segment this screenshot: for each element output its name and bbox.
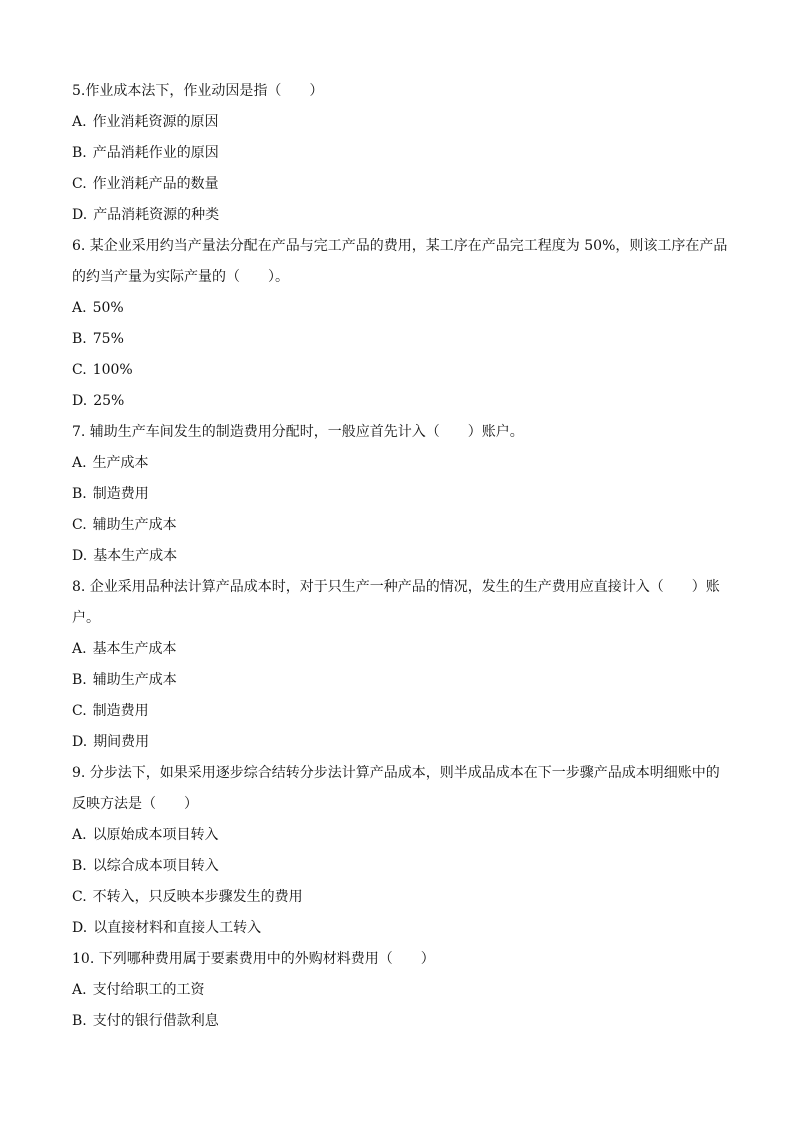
document-page [72, 76, 728, 1037]
question-7 [72, 417, 722, 572]
option-d [72, 913, 722, 944]
option-key: A. [72, 114, 87, 130]
option-key: B. [72, 672, 87, 688]
option-text: 25% [93, 393, 125, 409]
question-text: 10. 下列哪种费用属于要素费用中的外购材料费用（ ） [72, 951, 435, 967]
option-d [72, 386, 722, 417]
question-text-continued: 反映方法是（ ） [72, 796, 198, 812]
option-key: C. [72, 517, 87, 533]
question-9 [72, 758, 722, 944]
option-a [72, 820, 722, 851]
question-5 [72, 76, 722, 231]
option-text: 以直接材料和直接人工转入 [93, 920, 262, 936]
option-text: 作业消耗资源的原因 [92, 114, 219, 130]
option-text: 支付的银行借款利息 [92, 1013, 219, 1029]
option-a [72, 975, 722, 1006]
option-text: 制造费用 [92, 486, 149, 502]
option-key: D. [72, 734, 88, 750]
option-key: A. [72, 982, 87, 998]
option-text: 以综合成本项目转入 [92, 858, 219, 874]
option-text: 产品消耗作业的原因 [92, 145, 219, 161]
option-key: B. [72, 145, 87, 161]
option-text: 基本生产成本 [92, 641, 177, 657]
option-a [72, 293, 722, 324]
option-text: 100% [92, 362, 133, 378]
question-10 [72, 944, 722, 1037]
option-b [72, 851, 722, 882]
option-c [72, 510, 722, 541]
option-key: B. [72, 486, 87, 502]
option-c [72, 355, 722, 386]
option-text: 支付给职工的工资 [92, 982, 205, 998]
option-text: 辅助生产成本 [92, 517, 177, 533]
option-c [72, 882, 722, 913]
question-text: 9. 分步法下，如果采用逐步综合结转分步法计算产品成本，则半成品成本在下一步骤产品成本明细账中的 [72, 765, 720, 781]
option-text: 制造费用 [92, 703, 149, 719]
option-d [72, 541, 722, 572]
option-a [72, 107, 722, 138]
option-b [72, 665, 722, 696]
option-key: D. [72, 207, 88, 223]
option-key: D. [72, 920, 88, 936]
option-text: 50% [92, 300, 124, 316]
question-text: 7. 辅助生产车间发生的制造费用分配时，一般应首先计入（ ）账户。 [72, 424, 524, 440]
option-key: A. [72, 641, 87, 657]
question-6 [72, 231, 728, 417]
option-key: A. [72, 300, 87, 316]
option-key: D. [72, 393, 88, 409]
question-text: 5.作业成本法下，作业动因是指（ ） [72, 83, 324, 99]
option-a [72, 634, 722, 665]
question-text: 8. 企业采用品种法计算产品成本时，对于只生产一种产品的情况，发生的生产费用应直接计入（ ）账 [72, 579, 720, 595]
option-a [72, 448, 722, 479]
option-key: B. [72, 1013, 87, 1029]
option-key: D. [72, 548, 88, 564]
option-d [72, 200, 722, 231]
option-key: A. [72, 827, 87, 843]
option-text: 以原始成本项目转入 [92, 827, 219, 843]
option-text: 作业消耗产品的数量 [92, 176, 219, 192]
option-text: 生产成本 [92, 455, 149, 471]
question-text-continued: 户。 [72, 610, 100, 626]
option-text: 基本生产成本 [93, 548, 178, 564]
option-b [72, 1006, 722, 1037]
option-key: C. [72, 703, 87, 719]
option-c [72, 696, 722, 727]
option-text: 75% [92, 331, 124, 347]
option-key: B. [72, 858, 87, 874]
option-text: 不转入，只反映本步骤发生的费用 [92, 889, 303, 905]
option-b [72, 479, 722, 510]
option-key: A. [72, 455, 87, 471]
option-c [72, 169, 722, 200]
option-b [72, 324, 722, 355]
option-key: C. [72, 889, 87, 905]
option-d [72, 727, 722, 758]
option-key: C. [72, 362, 87, 378]
question-text-continued: 的约当产量为实际产量的（ ）。 [72, 269, 289, 285]
option-b [72, 138, 722, 169]
option-key: C. [72, 176, 87, 192]
question-text: 6. 某企业采用约当产量法分配在产品与完工产品的费用，某工序在产品完工程度为 50%，则该工序在产品 [72, 238, 728, 254]
option-text: 辅助生产成本 [92, 672, 177, 688]
option-text: 期间费用 [93, 734, 150, 750]
option-key: B. [72, 331, 87, 347]
option-text: 产品消耗资源的种类 [93, 207, 220, 223]
question-8 [72, 572, 722, 758]
